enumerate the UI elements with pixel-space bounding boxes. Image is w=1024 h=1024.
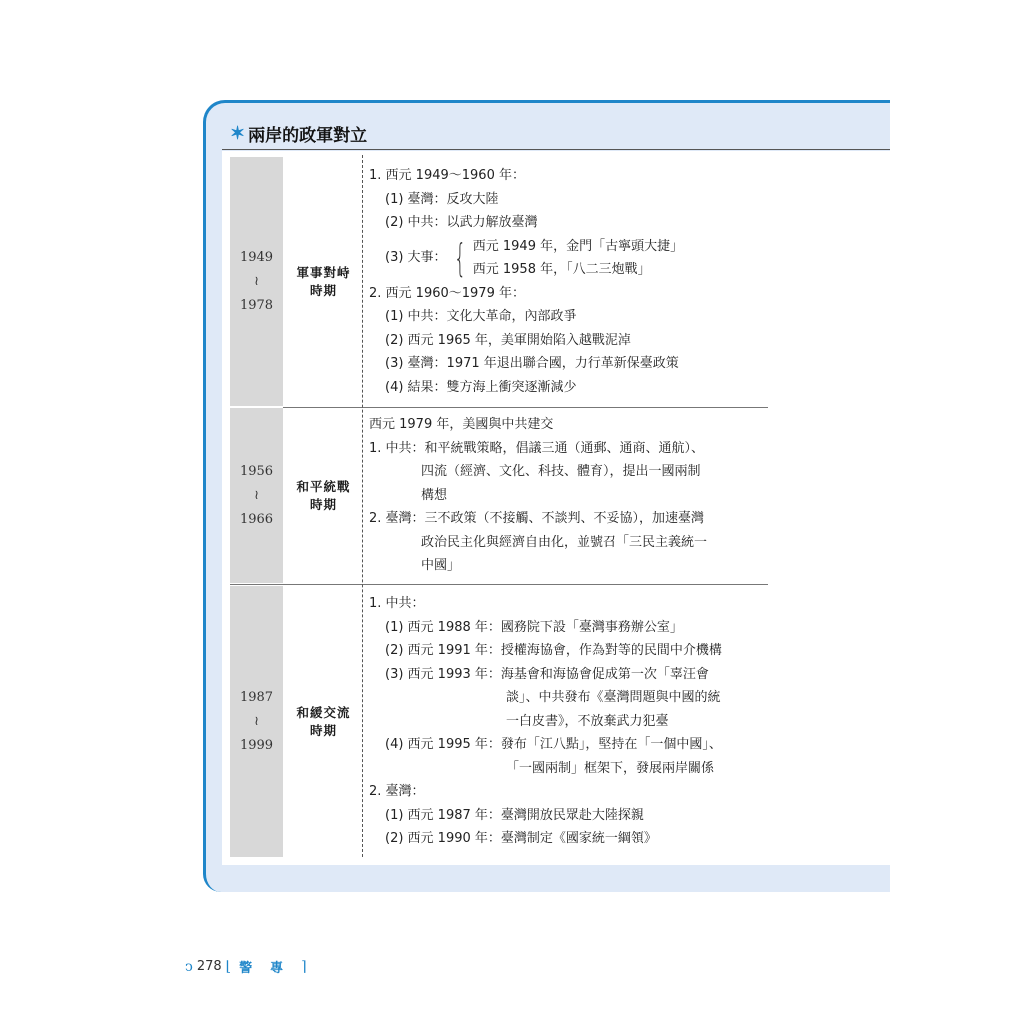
detail-line: 構想 — [421, 487, 448, 503]
page-footer — [185, 957, 307, 976]
detail-line: (3) 西元 1993 年：海基會和海協會促成第一次「辜汪會 — [385, 666, 709, 682]
period-tilde: ≀ — [254, 713, 259, 729]
detail-line: (1) 西元 1988 年：國務院下設「臺灣事務辦公室」 — [385, 619, 683, 635]
detail-line: 「一國兩制」框架下，發展兩岸關係 — [506, 760, 715, 776]
detail-line: 1. 中共： — [369, 596, 425, 611]
period-name-1: 和緩交流 — [296, 704, 351, 720]
bracket-hook-icon: ↄ — [185, 958, 193, 975]
period-name-2: 時期 — [309, 722, 337, 738]
book-tag: 警專 — [239, 961, 302, 976]
period-name-cell — [285, 157, 362, 406]
period-name-1: 軍事對峙 — [296, 264, 351, 280]
detail-line: 2. 臺灣： — [369, 784, 425, 799]
detail-line: 談」、中共發布《臺灣問題與中國的統 — [506, 690, 721, 705]
period-end: 1999 — [239, 737, 274, 753]
period-end: 1966 — [239, 511, 274, 527]
detail-line: 西元 1958 年，「八二三炮戰」 — [472, 262, 651, 277]
period-tilde: ≀ — [254, 273, 259, 289]
period-name-2: 時期 — [309, 496, 337, 512]
title-divider — [222, 149, 890, 150]
detail-line: 1. 西元 1949～1960 年： — [369, 168, 525, 183]
detail-line: (2) 中共：以武力解放臺灣 — [385, 215, 538, 230]
detail-line: (4) 結果：雙方海上衝突逐漸減少 — [385, 379, 577, 395]
period-start: 1949 — [239, 249, 274, 265]
detail-line: 2. 西元 1960～1979 年： — [369, 285, 525, 301]
column-divider — [362, 155, 363, 857]
period-tilde: ≀ — [254, 487, 259, 503]
period-cell — [230, 157, 283, 406]
period-name-1: 和平統戰 — [296, 478, 351, 494]
bracket-right-icon: ⌉ — [301, 958, 307, 975]
detail-line: (2) 西元 1990 年：臺灣制定《國家統一綱領》 — [385, 831, 657, 846]
brace-group — [369, 235, 769, 282]
detail-line: 2. 臺灣：三不政策（不接觸、不談判、不妥協），加速臺灣 — [369, 511, 705, 526]
detail-line: (2) 西元 1991 年：授權海協會，作為對等的民間中介機構 — [385, 643, 722, 658]
period-name-cell — [285, 586, 362, 857]
period-cell — [230, 586, 283, 857]
detail-line: (3) 臺灣：1971 年退出聯合國，力行革新保臺政策 — [385, 356, 679, 371]
period-end: 1978 — [239, 297, 274, 313]
period-name-2: 時期 — [309, 282, 337, 298]
detail-line: 政治民主化與經濟自由化，並號召「三民主義統一 — [421, 534, 708, 550]
period-detail — [369, 413, 769, 578]
period-start: 1956 — [239, 463, 274, 479]
detail-line: 西元 1949 年，金門「古寧頭大捷」 — [472, 238, 684, 254]
page-number: 278 — [196, 959, 222, 974]
section-title-text: 兩岸的政軍對立 — [248, 126, 368, 146]
detail-line: 西元 1979 年，美國與中共建交 — [369, 417, 554, 432]
detail-line: 四流（經濟、文化、科技、體育），提出一國兩制 — [421, 464, 701, 479]
detail-line: 一白皮書》，不放棄武力犯臺 — [506, 713, 669, 729]
period-name-cell — [285, 408, 362, 583]
star-icon: ✶ — [230, 123, 246, 144]
brace-icon: { — [453, 236, 466, 280]
detail-line: 中國」 — [421, 558, 461, 573]
section-title — [230, 121, 367, 146]
period-detail — [369, 164, 769, 399]
detail-line: (4) 西元 1995 年：發布「江八點」，堅持在「一個中國」、 — [385, 737, 722, 752]
detail-line: 1. 中共：和平統戰策略，倡議三通（通郵、通商、通航）、 — [369, 440, 705, 456]
detail-line: (3) 大事： — [385, 250, 447, 266]
detail-line: (1) 臺灣：反攻大陸 — [385, 191, 499, 207]
detail-line: (1) 中共：文化大革命，內部政爭 — [385, 309, 577, 324]
detail-line: (1) 西元 1987 年：臺灣開放民眾赴大陸探親 — [385, 807, 644, 823]
detail-line: (2) 西元 1965 年，美軍開始陷入越戰泥淖 — [385, 332, 631, 348]
period-detail — [369, 592, 769, 851]
period-start: 1987 — [239, 689, 274, 705]
brace-lines — [473, 235, 683, 282]
bracket-left-icon: ⌊ — [225, 958, 232, 975]
row-divider — [230, 584, 768, 585]
period-cell — [230, 408, 283, 583]
